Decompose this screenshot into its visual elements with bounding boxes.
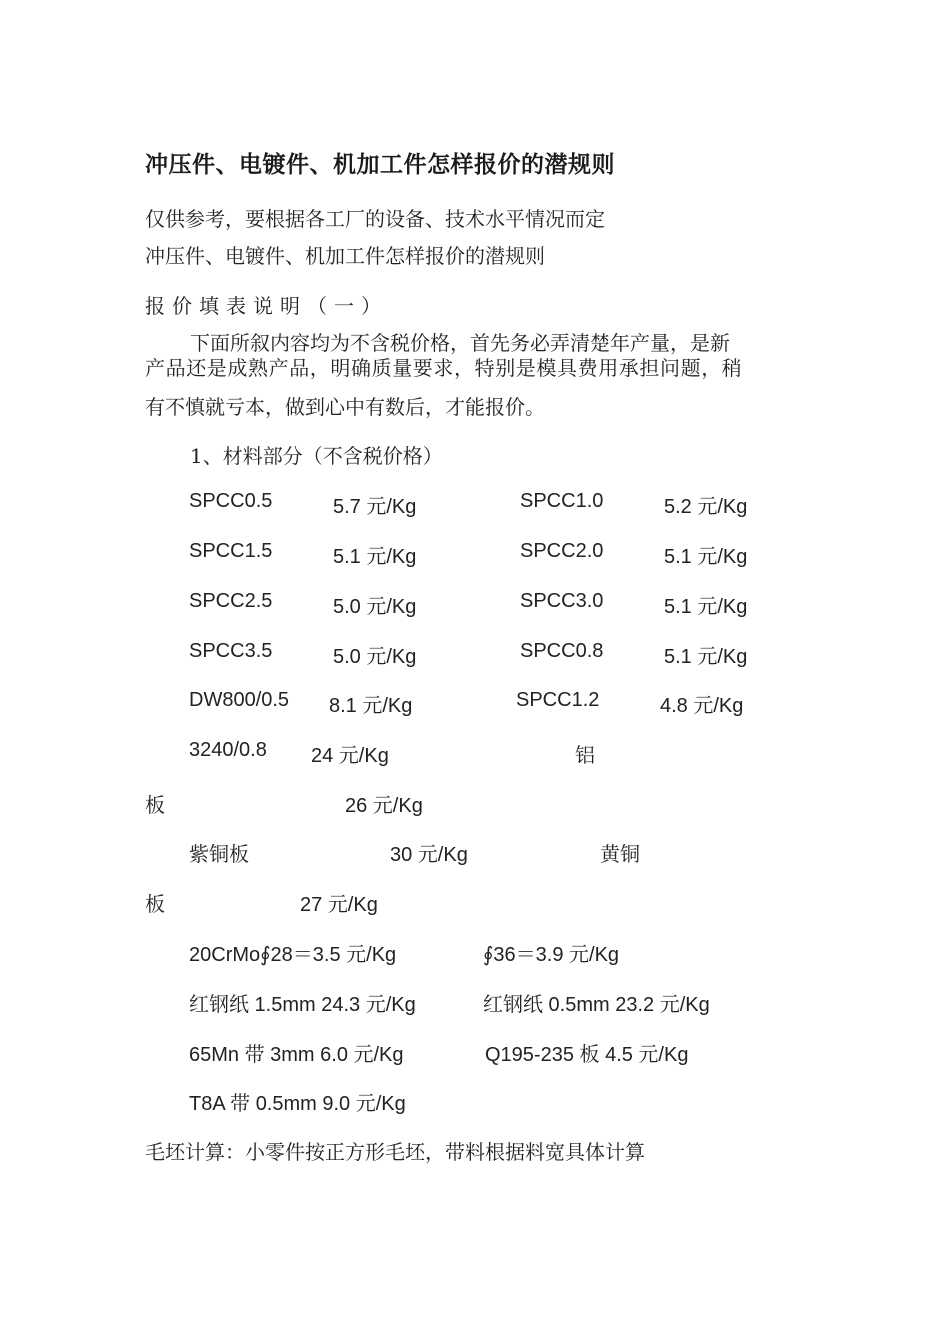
blank-calculation-note: 毛坯计算：小零件按正方形毛坯，带料根据料宽具体计算 xyxy=(145,1140,645,1164)
material-price: 5.1 元/Kg xyxy=(664,646,748,668)
material-price: 4.8 元/Kg xyxy=(660,695,744,717)
material-price: 5.1 元/Kg xyxy=(664,546,748,568)
material-price: 30 元/Kg xyxy=(390,844,468,866)
material-price: 27 元/Kg xyxy=(300,894,378,916)
material-price: 5.1 元/Kg xyxy=(664,596,748,618)
material-price: 5.0 元/Kg xyxy=(333,596,417,618)
material-name: SPCC1.2 xyxy=(516,689,600,711)
material-name-part: 板 xyxy=(145,793,165,817)
intro-line-2: 产品还是成熟产品，明确质量要求，特别是模具费用承担问题，稍 xyxy=(145,356,743,380)
subtitle: 仅供参考，要根据各工厂的设备、技术水平情况而定 xyxy=(145,207,605,231)
material-entry: 65Mn 带 3mm 6.0 元/Kg xyxy=(189,1044,404,1066)
material-name: 紫铜板 xyxy=(189,842,249,866)
material-price: 24 元/Kg xyxy=(311,745,389,767)
material-price: 5.7 元/Kg xyxy=(333,496,417,518)
material-entry: 20CrMo∮28＝3.5 元/Kg xyxy=(189,944,397,966)
material-price: 8.1 元/Kg xyxy=(329,695,413,717)
material-name: DW800/0.5 xyxy=(189,689,290,711)
material-name: SPCC0.8 xyxy=(520,640,604,662)
material-name: SPCC3.0 xyxy=(520,590,604,612)
material-entry: ∮36＝3.9 元/Kg xyxy=(483,944,620,966)
material-name: SPCC0.5 xyxy=(189,490,273,512)
material-entry: Q195-235 板 4.5 元/Kg xyxy=(485,1044,689,1066)
material-entry: T8A 带 0.5mm 9.0 元/Kg xyxy=(189,1093,406,1115)
materials-heading: 1、材料部分（不含税价格） xyxy=(190,444,443,468)
material-price: 5.0 元/Kg xyxy=(333,646,417,668)
intro-line-1: 下面所叙内容均为不含税价格，首先务必弄清楚年产量，是新 xyxy=(190,331,730,355)
material-name: SPCC1.5 xyxy=(189,540,273,562)
section-heading: 报价填表说明（一） xyxy=(145,294,388,318)
subtitle-repeat: 冲压件、电镀件、机加工件怎样报价的潜规则 xyxy=(145,244,545,268)
material-name: 3240/0.8 xyxy=(189,739,267,761)
material-entry: 红钢纸 1.5mm 24.3 元/Kg xyxy=(189,994,416,1016)
material-price: 5.2 元/Kg xyxy=(664,496,748,518)
material-name-part: 板 xyxy=(145,892,165,916)
material-price: 5.1 元/Kg xyxy=(333,546,417,568)
material-name-part: 黄铜 xyxy=(600,842,640,866)
intro-line-3: 有不慎就亏本，做到心中有数后，才能报价。 xyxy=(145,395,545,419)
material-name-part: 铝 xyxy=(575,743,595,767)
material-price: 26 元/Kg xyxy=(345,795,423,817)
material-name: SPCC3.5 xyxy=(189,640,273,662)
material-name: SPCC2.0 xyxy=(520,540,604,562)
material-name: SPCC1.0 xyxy=(520,490,604,512)
page-title: 冲压件、电镀件、机加工件怎样报价的潜规则 xyxy=(145,151,615,178)
material-entry: 红钢纸 0.5mm 23.2 元/Kg xyxy=(483,994,710,1016)
material-name: SPCC2.5 xyxy=(189,590,273,612)
